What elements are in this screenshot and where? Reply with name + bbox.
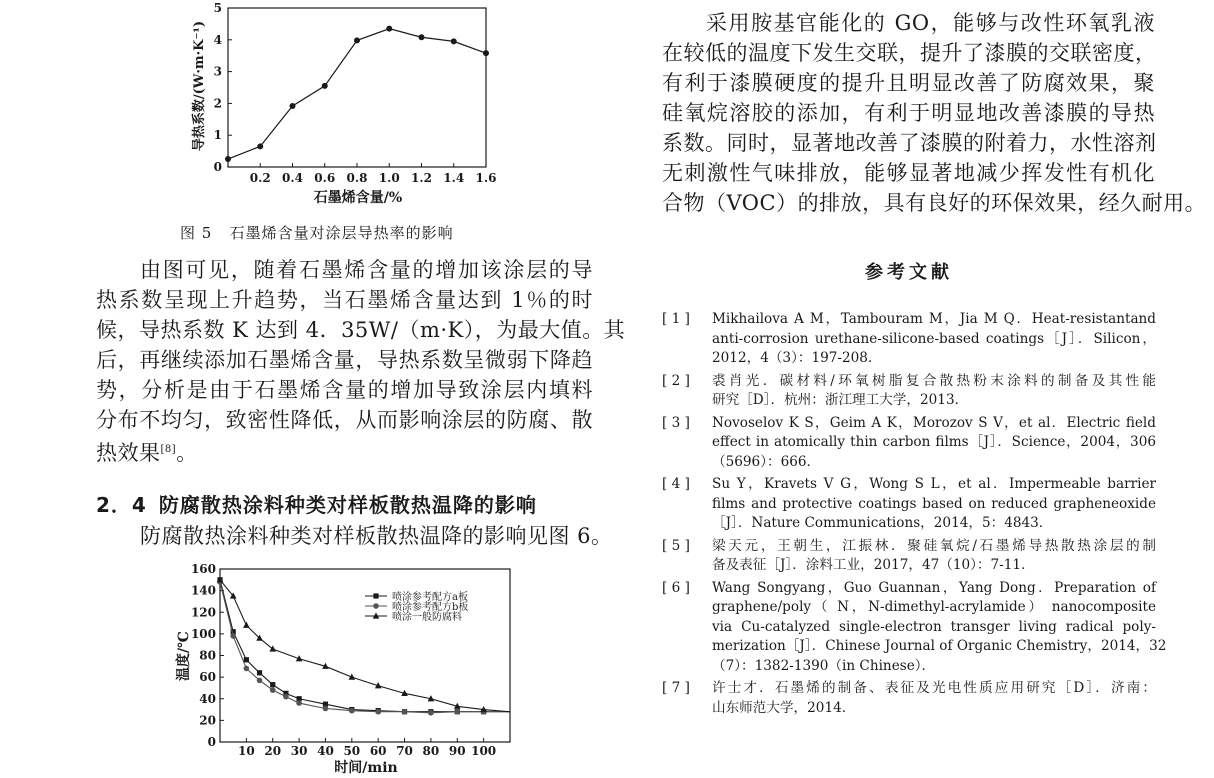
y-tick-label: 160 — [190, 562, 216, 576]
data-point — [244, 657, 249, 662]
section-number: 2．4 — [96, 493, 147, 517]
reference-line: （5696）：666． — [712, 453, 821, 470]
text-line: 硅氧烷溶胶的添加，有利于明显地改善漆膜的导热 — [662, 101, 1155, 125]
reference-line: 山东师范大学，2014． — [712, 699, 856, 716]
reference-line: merization［J］．Chinese Journal of Organic Chemistry，2014，32 — [712, 638, 1167, 654]
data-point — [322, 83, 328, 89]
reference-line: Su Y，Kravets V G，Wong S L，et al．Impermeable barrier — [712, 476, 1156, 492]
x-tick-label: 1.4 — [443, 171, 465, 185]
x-tick-label: 10 — [238, 744, 255, 758]
y-tick-label: 60 — [199, 670, 216, 685]
y-tick-label: 5 — [213, 1, 222, 15]
data-point — [419, 34, 425, 40]
data-point — [257, 670, 262, 675]
text-line: 无刺激性气味排放，能够显著地减少挥发性有机化 — [662, 161, 1155, 185]
data-point — [386, 26, 392, 32]
reference-line: 梁天元，王朝生，江振林．聚硅氧烷/石墨烯导热散热涂层的制 — [712, 537, 1156, 554]
legend-label: 喷涂参考配方a板 — [392, 592, 468, 603]
reference-item — [662, 579, 1167, 677]
y-tick-label: 100 — [190, 626, 216, 641]
reference-line: 研究［D］．杭州：浙江理工大学，2013． — [712, 392, 969, 408]
data-point — [428, 710, 434, 716]
y-tick-label: 0 — [213, 160, 222, 174]
data-point — [270, 682, 275, 687]
text-line: 后，再继续添加石墨烯含量，导热系数呈微弱下降趋 — [96, 348, 593, 372]
citation-8[interactable]: [8] — [160, 444, 177, 455]
reference-line: 裘肖光．碳材料/环氧树脂复合散热粉末涂料的制备及其性能 — [712, 372, 1156, 389]
x-tick-label: 60 — [369, 744, 387, 758]
data-point — [290, 103, 296, 109]
legend-label: 喷涂参考配方b板 — [392, 602, 469, 613]
left-paragraph-1 — [96, 255, 626, 468]
reference-line: （7）：1382-1390（in Chinese）． — [712, 657, 936, 674]
reference-line: anti-corrosion urethane-silicone-based coatings［J］．Silicon， — [712, 330, 1156, 347]
reference-line: effect in atomically thin carbon films［J］．Science，2004，306 — [712, 434, 1156, 450]
series-line — [228, 29, 486, 159]
figure-5-chart — [180, 0, 510, 215]
text-segment: 热效果 — [96, 441, 161, 465]
text-line: 势，分析是由于石墨烯含量的增加导致涂层内填料 — [96, 378, 593, 402]
x-tick-label: 30 — [290, 744, 308, 758]
references-title: 参考文献 — [865, 262, 953, 283]
data-point — [483, 50, 489, 56]
data-point — [354, 37, 360, 43]
text-line: 分布不均匀，致密性降低，从而影响涂层的防腐、散 — [96, 408, 593, 432]
y-tick-label: 1 — [213, 128, 222, 143]
x-tick-label: 100 — [471, 744, 497, 758]
references-list — [662, 310, 1167, 721]
x-tick-label: 1.0 — [378, 171, 400, 185]
x-tick-label: 1.6 — [475, 171, 497, 185]
reference-line: ［J］．Nature Communications，2014，5：4843． — [712, 515, 1053, 531]
legend-marker — [373, 593, 378, 598]
left-paragraph-2 — [140, 521, 613, 551]
data-point — [257, 143, 263, 149]
plot-frame — [228, 8, 486, 167]
text-line: 有利于漆膜硬度的提升且明显改善了防腐效果，聚 — [662, 71, 1155, 95]
y-tick-label: 0 — [207, 735, 216, 749]
reference-number: [ 3 ] — [662, 414, 690, 431]
x-tick-label: 50 — [343, 744, 361, 758]
section-heading-2-4 — [96, 489, 537, 518]
reference-item — [662, 414, 1156, 473]
figure-5-xlabel: 石墨烯含量/% — [313, 190, 403, 206]
text-segment: 。 — [176, 441, 198, 465]
x-tick-label: 0.4 — [282, 171, 303, 185]
data-point — [402, 709, 408, 715]
x-tick-label: 0.6 — [314, 171, 336, 185]
reference-line: Mikhailova A M，Tambouram M，Jia M Q．Heat-resistantand — [712, 311, 1156, 327]
reference-number: [ 6 ] — [662, 579, 690, 596]
text-line: 候，导热系数 K 达到 4．35W/（m·K），为最大值。其 — [96, 318, 626, 342]
y-tick-label: 40 — [199, 691, 216, 706]
data-point — [257, 678, 263, 684]
data-point — [270, 687, 276, 693]
text-line: 系数。同时，显著地改善了漆膜的附着力，水性溶剂 — [662, 131, 1157, 155]
x-tick-label: 80 — [422, 744, 440, 758]
text-line: 采用胺基官能化的 GO，能够与改性环氧乳液 — [706, 11, 1155, 35]
reference-line: 2012，4（3）：197-208． — [712, 350, 882, 366]
data-point — [230, 633, 236, 639]
y-tick-label: 2 — [213, 96, 222, 111]
reference-item — [662, 537, 1156, 576]
text-line: 防腐散热涂料种类对样板散热温降的影响见图 6。 — [140, 524, 613, 548]
data-point — [225, 156, 231, 162]
reference-item — [662, 475, 1156, 534]
x-tick-label: 40 — [317, 744, 334, 758]
data-point — [451, 38, 457, 44]
y-tick-label: 80 — [199, 648, 216, 663]
y-tick-label: 20 — [199, 713, 216, 728]
reference-line: via Cu-catalyzed single-electron transger living radical poly- — [712, 618, 1156, 635]
reference-line: graphene/poly（ N，N-dimethyl-acrylamide） nanocomposite — [712, 599, 1156, 615]
text-line: 热系数呈现上升趋势，当石墨烯含量达到 1％的时 — [96, 288, 593, 312]
reference-line: 备及表征［J］．涂料工业，2017，47（10）：7-11． — [712, 557, 1035, 573]
reference-line: films and protective coatings based on reduced grapheneoxide — [712, 495, 1156, 512]
data-point — [375, 709, 381, 715]
data-point — [323, 706, 329, 712]
reference-number: [ 5 ] — [662, 537, 690, 554]
y-tick-label: 4 — [213, 32, 222, 47]
reference-item — [662, 310, 1156, 369]
x-tick-label: 20 — [264, 744, 282, 758]
data-point — [243, 622, 250, 628]
x-tick-label: 90 — [448, 744, 466, 758]
data-point — [296, 700, 302, 706]
figure-6-xlabel: 时间/min — [334, 760, 398, 776]
legend-label: 喷涂一般防腐料 — [392, 612, 462, 623]
reference-line: Wang Songyang，Guo Guannan，Yang Dong．Preparation of — [712, 579, 1156, 596]
reference-number: [ 2 ] — [662, 372, 690, 389]
reference-number: [ 1 ] — [662, 311, 690, 327]
legend-marker — [373, 603, 379, 609]
text-line: 在较低的温度下发生交联，提升了漆膜的交联密度， — [662, 41, 1157, 65]
x-tick-label: 0.8 — [346, 171, 368, 185]
x-tick-label: 70 — [396, 744, 413, 758]
figure-6-legend — [365, 590, 468, 623]
data-point — [283, 694, 289, 700]
right-paragraph — [662, 8, 1207, 218]
text-line — [96, 435, 593, 468]
figure-6-ylabel: 温度/℃ — [176, 631, 192, 681]
data-point — [244, 666, 250, 672]
x-tick-label: 1.2 — [411, 171, 432, 185]
figure-6-chart — [160, 556, 520, 778]
text-line: 由图可见，随着石墨烯含量的增加该涂层的导 — [140, 258, 593, 282]
reference-number: [ 4 ] — [662, 476, 690, 492]
section-title: 防腐散热涂料种类对样板散热温降的影响 — [158, 493, 537, 517]
y-tick-label: 120 — [190, 605, 216, 620]
reference-item — [662, 372, 1156, 411]
figure-5-caption: 图 5 石墨烯含量对涂层导热率的影响 — [180, 224, 454, 242]
text-line: 合物（VOC）的排放，具有良好的环保效果，经久耐用。 — [662, 191, 1207, 215]
data-point — [269, 645, 276, 651]
data-point — [349, 708, 355, 714]
x-tick-label: 0.2 — [249, 171, 271, 185]
reference-line: Novoselov K S，Geim A K，Morozov S V，et al．Electric field — [712, 414, 1156, 431]
figure-5-ylabel: 导热系数/(W·m·K⁻¹) — [192, 20, 207, 152]
reference-number: [ 7 ] — [662, 680, 690, 696]
reference-line: 许士才．石墨烯的制备、表征及光电性质应用研究［D］．济南： — [712, 680, 1156, 696]
y-tick-label: 140 — [190, 583, 216, 598]
data-point — [454, 709, 460, 715]
reference-item — [662, 679, 1156, 718]
y-tick-label: 3 — [213, 64, 222, 79]
